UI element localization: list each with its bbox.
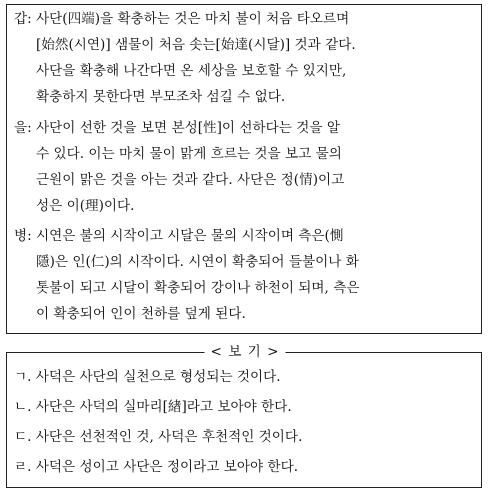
bogi-items [14, 362, 480, 482]
passage-line: 사단(四端)을 확충하는 것은 마치 불이 처음 타오르며 [36, 11, 350, 27]
passage-line: [始然(시연)] 샘물이 처음 솟는[始達(시달)] 것과 같다. [36, 37, 356, 53]
speaker-label: 을: [14, 120, 32, 136]
passage-byeong [14, 223, 482, 327]
speaker-label: 병: [14, 228, 32, 244]
passage-line: 시연은 불의 시작이고 시달은 물의 시작이며 측은(惻 [36, 228, 344, 244]
bogi-item: ㄴ. 사단은 사덕의 실마리[緖]라고 보아야 한다. [14, 399, 292, 415]
bogi-item: ㄱ. 사덕은 사단의 실천으로 형성되는 것이다. [14, 369, 281, 385]
passage-line: 사단을 확충해 나간다면 온 세상을 보호할 수 있지만, [36, 63, 347, 79]
passage-line: 확충하지 못한다면 부모조차 섬길 수 없다. [36, 89, 286, 105]
passage-line: 隱)은 인(仁)의 시작이다. 시연이 확충되어 들불이나 화 [36, 254, 359, 270]
passage-line: 근원이 맑은 것을 아는 것과 같다. 사단은 정(情)이고 [36, 172, 345, 188]
bogi-item: ㄷ. 사단은 선천적인 것, 사덕은 후천적인 것이다. [14, 429, 303, 445]
passage-line: 성은 이(理)이다. [36, 198, 135, 214]
bogi-title: < 보 기 > [204, 343, 285, 361]
bogi-item: ㄹ. 사덕은 성이고 사단은 정이라고 보아야 한다. [14, 459, 299, 475]
passage-line: 수 있다. 이는 마치 물이 맑게 흐르는 것을 보고 물의 [36, 146, 342, 162]
passage-gap [14, 6, 482, 110]
passage-line: 톳불이 되고 시달이 확충되어 강이나 하천이 되며, 측은 [36, 280, 360, 296]
speaker-label: 갑: [14, 11, 32, 27]
passage-eul [14, 115, 482, 219]
passage-line: 이 확충되어 인이 천하를 덮게 된다. [36, 306, 246, 322]
passage-line: 사단이 선한 것을 보면 본성[性]이 선하다는 것을 알 [36, 120, 340, 136]
